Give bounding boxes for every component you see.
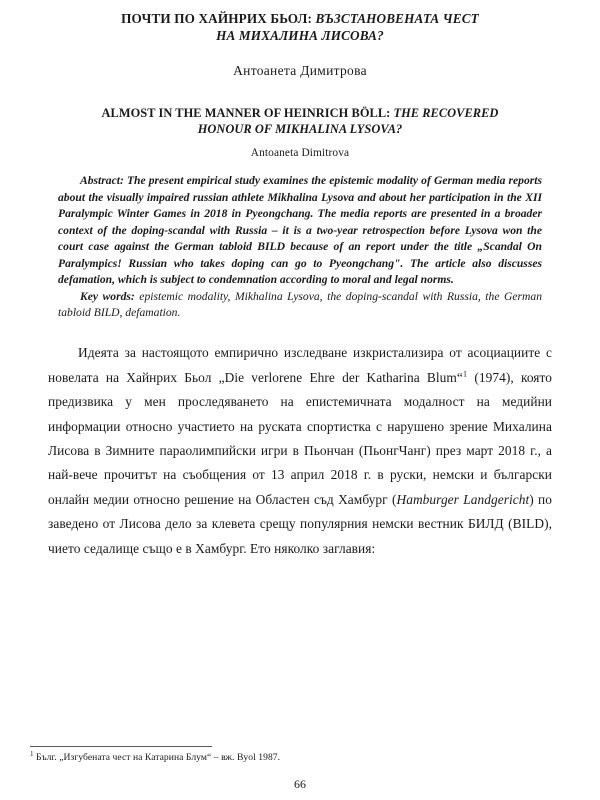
keywords-text: epistemic modality, Mikhalina Lysova, the doping-scandal with Russia, the German tabloid BILD, defamation. [58,289,543,319]
page-title-bulgarian [30,10,570,45]
body-text-part1: Идеята за настоящото емпирично изследване изкристализира от асоциациите с новелата на Хайнрих Бьол „Die verlorene Ehre der Katharina Blum“ [48,345,552,385]
footnote-reference-marker[interactable]: 1 [462,368,468,379]
abstract-text: The present empirical study examines the epistemic modality of German media reports about the visually impaired russian athlete Mikhalina Lysova and about her participation in the XII Paralympic Winter Games in 2018 in Pyeongchang. The media reports are presented in a broader context of the doping-scandal with Russia – it is a two-year retrospection before Lysova won the court case against the German tabloid BILD because of an report under the title „Scandal On Paralympics! Russian who takes doping can go to Pyeongchang". The article also discusses defamation, which is subject to condemnation according to moral and legal norms. [58,174,542,287]
body-text-part4: ) по заведено от Лисова дело за клевета срещу популярния немски вестник БИЛД (BILD), чието седалище също е в Хамбург. Ето няколко заглавия: [48,491,552,556]
title-bg-italic-line2: НА МИХАЛИНА ЛИСОВА? [216,28,384,44]
footnote-entry [30,749,570,764]
page-title-english [30,105,570,137]
title-en-upright: ALMOST IN THE MANNER OF HEINRICH BÖLL: [101,105,394,120]
body-text-part2: (1974), която предизвика у мен проследяването на епистемичната модалност на медийни информации относно участието на руската спортистка с нарушено зрение Михалина Лисова в Зимните параолимпийски игри в Пьончан (ПьонгЧанг) през март 2018 г., а най-вече прочитът на съобщения от 13 април 2018 г. в руски, немски и български онлайн медии относно решение на Областен съд Хамбург ( [48,369,552,507]
footnote-separator-rule [30,746,212,747]
author-name-english: Antoaneta Dimitrova [250,147,350,160]
footnote-area [30,746,570,764]
author-name-bulgarian: Антоанета Димитрова [233,62,367,78]
title-en-italic-line2: HONOUR OF MIKHALINA LYSOVA? [197,121,403,136]
keywords-paragraph [58,289,542,322]
title-bg-upright: ПОЧТИ ПО ХАЙНРИХ БЬОЛ: [121,11,316,26]
abstract-label: Abstract: [80,174,124,188]
abstract-paragraph [58,173,542,288]
title-en-italic-line1: THE RECOVERED [393,105,499,120]
title-bg-italic-line1: ВЪЗСТАНОВЕНАТА ЧЕСТ [315,11,479,26]
body-text-italic-court: Hamburger Landgericht [396,491,530,507]
body-paragraph [48,341,552,561]
footnote-number: 1 [30,749,34,758]
keywords-label: Key words: [80,289,135,303]
footnote-text: Бълг. „Изгубената чест на Катарина Блум“ – вж. Byol 1987. [33,751,281,763]
page-number: 66 [294,777,306,791]
